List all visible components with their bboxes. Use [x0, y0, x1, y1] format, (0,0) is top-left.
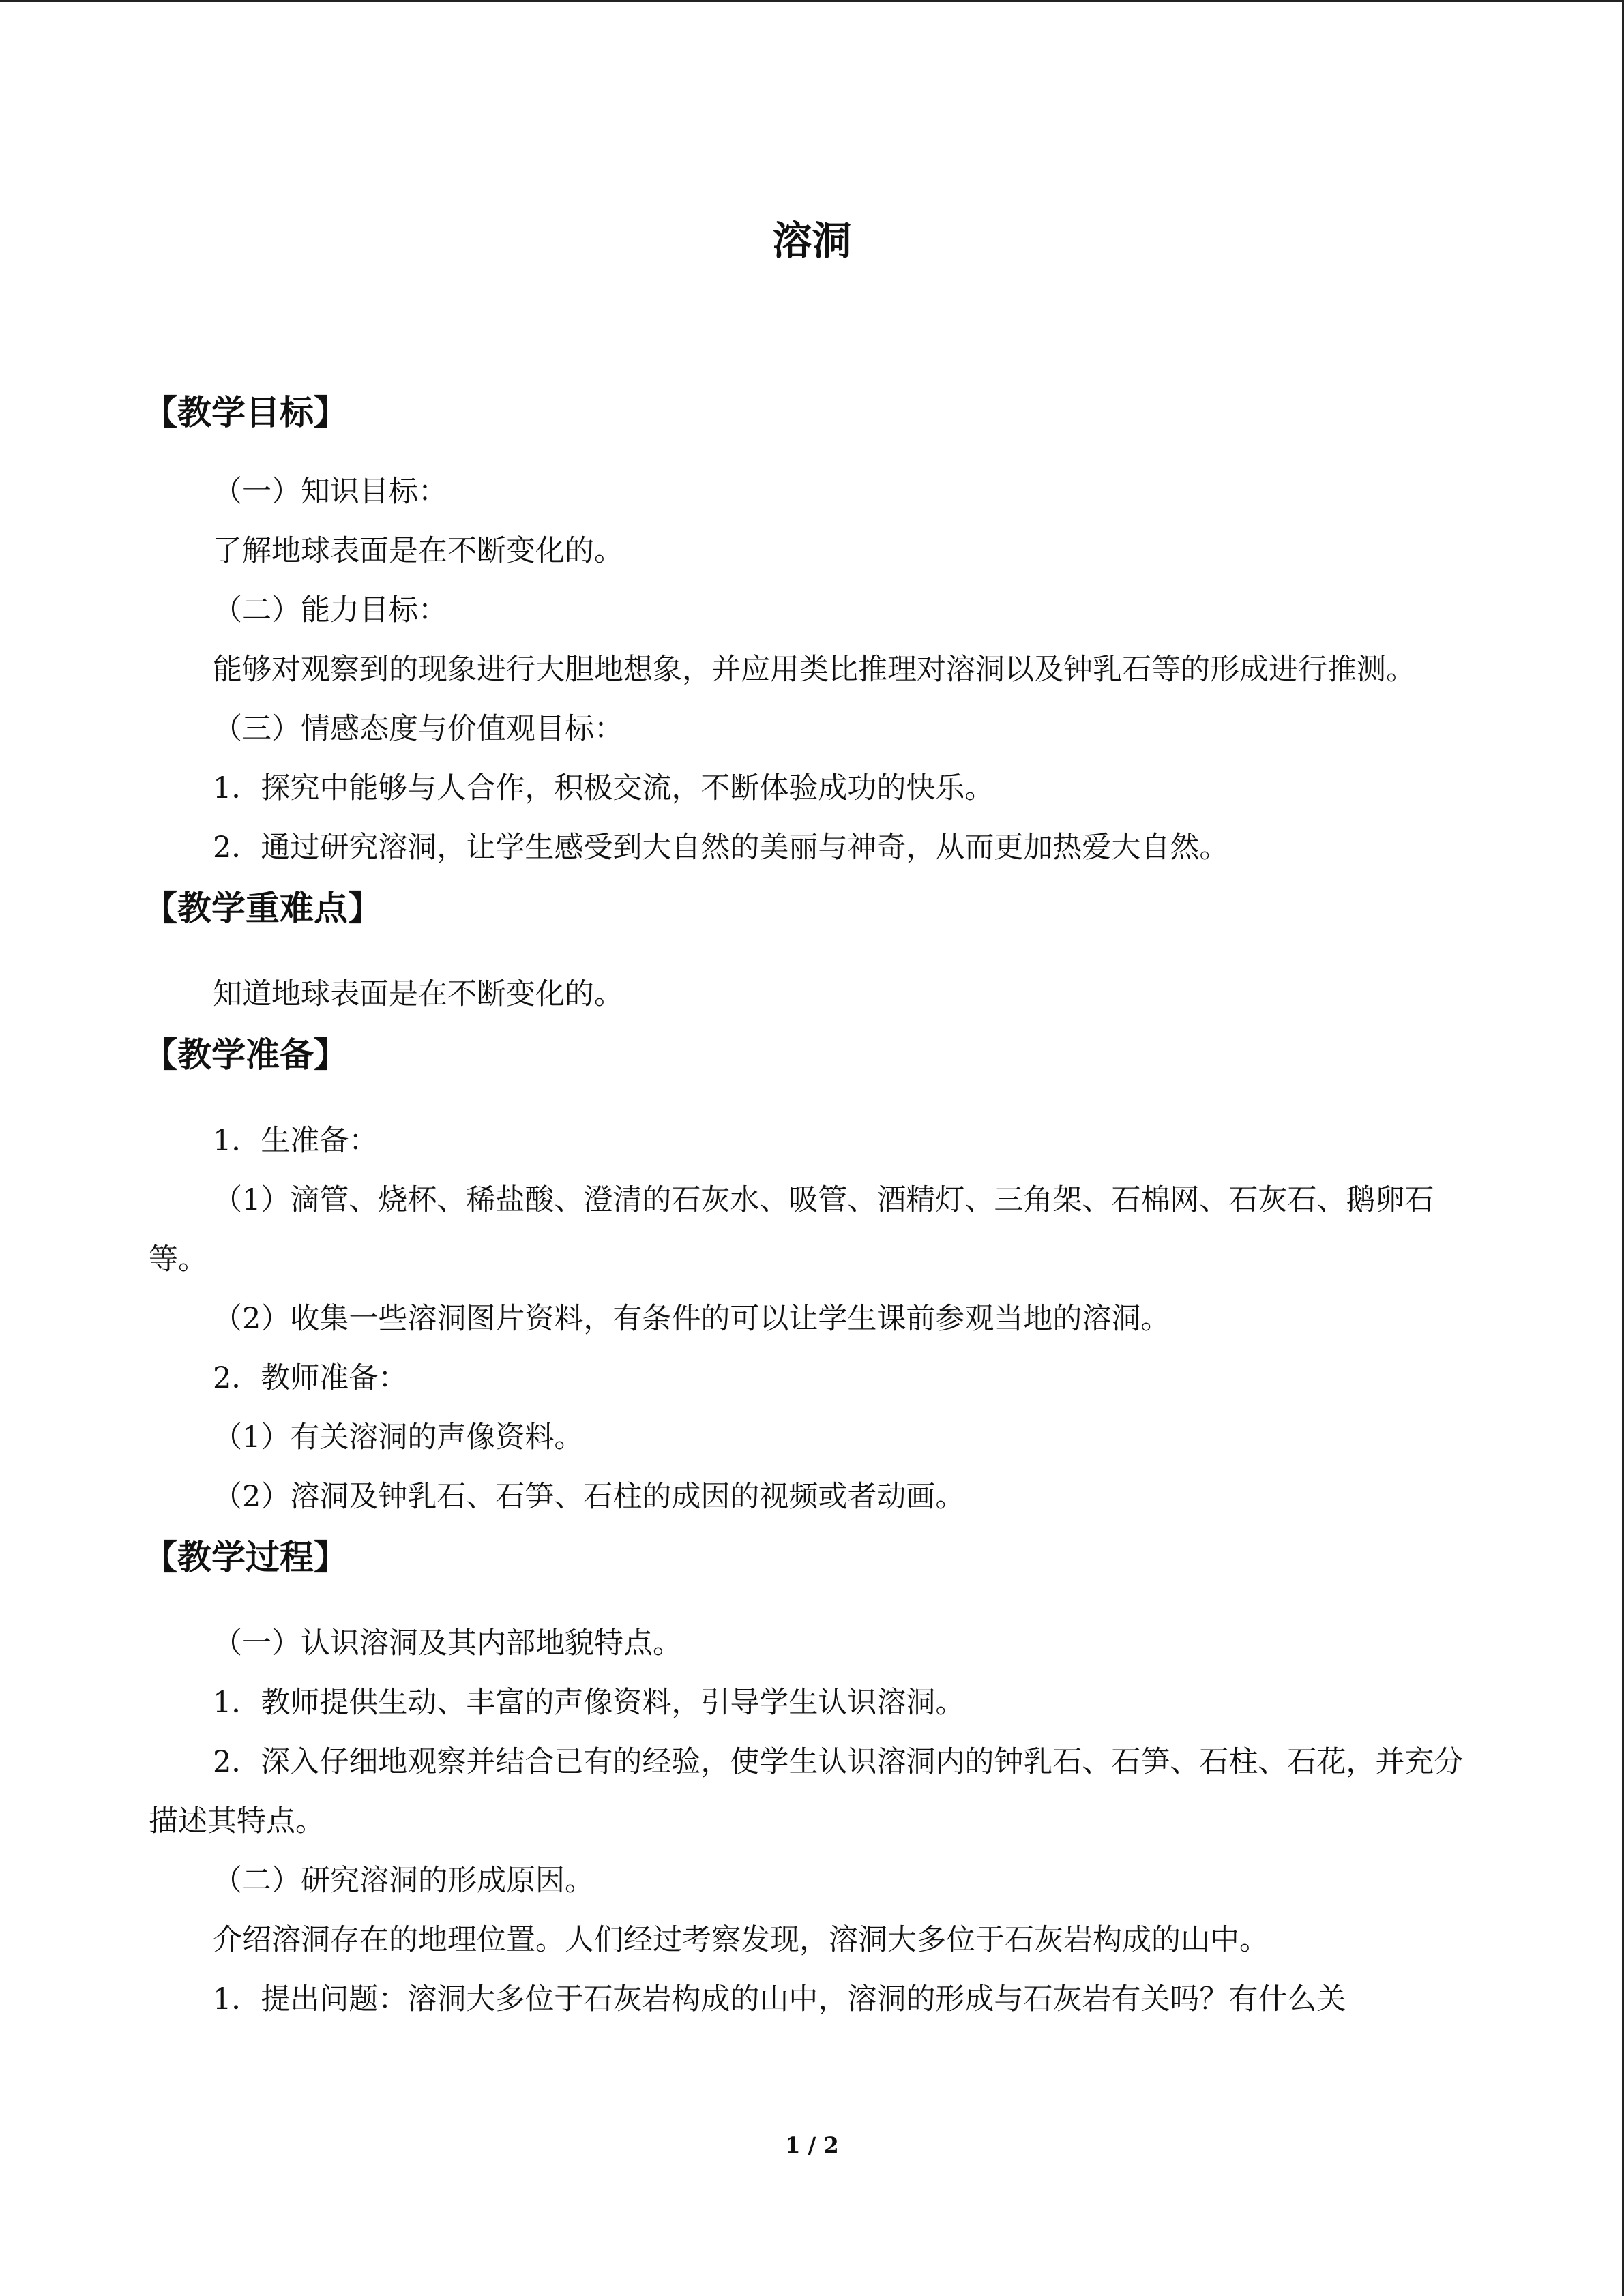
paragraph: 2．教师准备：	[213, 1361, 408, 1395]
paragraph: （三）情感态度与价值观目标：	[213, 712, 623, 746]
paragraph: （1）有关溶洞的声像资料。	[213, 1420, 584, 1455]
paragraph: （2）收集一些溶洞图片资料，有条件的可以让学生课前参观当地的溶洞。	[213, 1302, 1170, 1336]
paragraph: 2．深入仔细地观察并结合已有的经验，使学生认识溶洞内的钟乳石、石笋、石柱、石花，并充分描述其特点。	[149, 1745, 1464, 1838]
paragraph: 介绍溶洞存在的地理位置。人们经过考察发现，溶洞大多位于石灰岩构成的山中。	[213, 1923, 1269, 1957]
paragraph: 了解地球表面是在不断变化的。	[213, 534, 623, 568]
paragraph: （二）能力目标：	[213, 593, 447, 627]
paragraph: 1．探究中能够与人合作，积极交流，不断体验成功的快乐。	[213, 771, 994, 805]
paragraph: 能够对观察到的现象进行大胆地想象，并应用类比推理对溶洞以及钟乳石等的形成进行推测。	[213, 653, 1415, 687]
paragraph: 1．教师提供生动、丰富的声像资料，引导学生认识溶洞。	[213, 1686, 965, 1720]
paragraph: （2）溶洞及钟乳石、石笋、石柱的成因的视频或者动画。	[213, 1480, 965, 1514]
paragraph: 1．生准备：	[213, 1124, 379, 1158]
paragraph: （一）认识溶洞及其内部地貌特点。	[213, 1626, 682, 1660]
page-number: 1 / 2	[785, 2132, 839, 2158]
paragraph: （1）滴管、烧杯、稀盐酸、澄清的石灰水、吸管、酒精灯、三角架、石棉网、石灰石、鹅卵石等。	[149, 1183, 1434, 1277]
document-body	[143, 382, 1465, 2029]
paragraph: （一）知识目标：	[213, 475, 447, 509]
section-heading-preparation: 【教学准备】	[143, 1034, 348, 1075]
paragraph: 1．提出问题：溶洞大多位于石灰岩构成的山中，溶洞的形成与石灰岩有关吗？有什么关	[213, 1982, 1346, 2016]
paragraph: 知道地球表面是在不断变化的。	[213, 977, 623, 1011]
section-heading-goals: 【教学目标】	[143, 392, 348, 432]
paragraph: （二）研究溶洞的形成原因。	[213, 1864, 594, 1898]
section-heading-process: 【教学过程】	[143, 1537, 348, 1577]
paragraph: 2．通过研究溶洞，让学生感受到大自然的美丽与神奇，从而更加热爱大自然。	[213, 831, 1229, 865]
section-heading-keypoints: 【教学重难点】	[143, 888, 382, 928]
document-title: 溶洞	[772, 218, 852, 264]
